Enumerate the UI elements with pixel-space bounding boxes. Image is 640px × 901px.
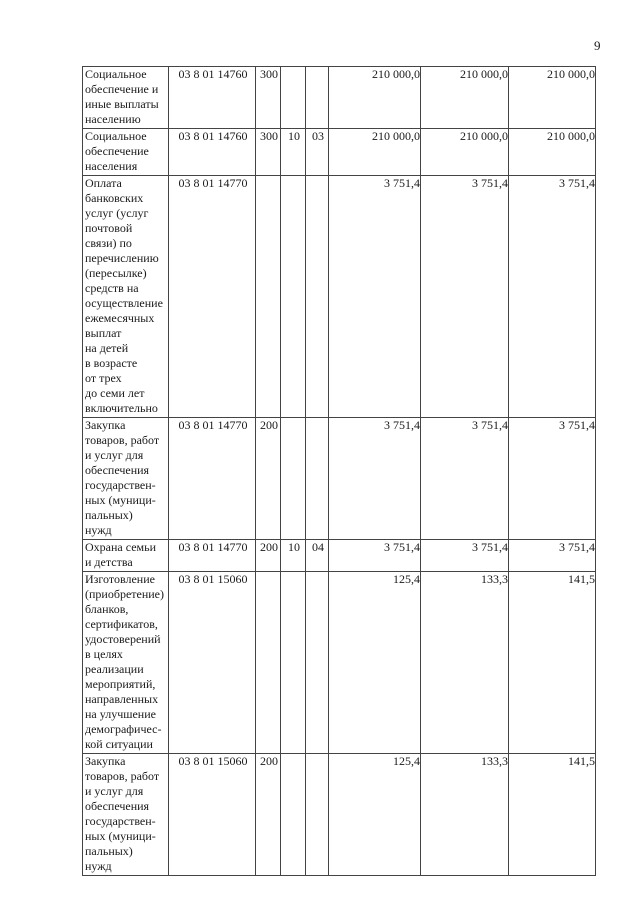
- expense-name-line: товаров, работ: [85, 769, 160, 783]
- expense-name-line: обеспечения: [85, 463, 150, 477]
- amount-year1-cell: 3 751,4: [329, 540, 421, 572]
- expense-name-cell: [83, 129, 169, 176]
- subsection-cell: [306, 754, 329, 876]
- section-cell: 10: [281, 540, 306, 572]
- page-number: 9: [594, 38, 601, 53]
- expense-type-cell: 200: [256, 418, 281, 540]
- expense-name-line: Закупка: [85, 754, 126, 768]
- expense-name-line: и услуг для: [85, 448, 144, 462]
- expense-name-line: осуществление: [85, 296, 163, 310]
- subsection-cell: [306, 572, 329, 754]
- amount-year1-cell: 210 000,0: [329, 67, 421, 129]
- expense-name-line: ных (муници-: [85, 829, 156, 843]
- expense-name-cell: [83, 754, 169, 876]
- section-cell: 10: [281, 129, 306, 176]
- expense-name-line: Изготовление: [85, 572, 155, 586]
- subsection-cell: [306, 418, 329, 540]
- section-cell: [281, 418, 306, 540]
- expense-name-line: услуг (услуг: [85, 206, 149, 220]
- target-article-code-cell: 03 8 01 14760: [169, 129, 256, 176]
- expense-name-line: государствен-: [85, 478, 156, 492]
- expense-type-cell: 200: [256, 754, 281, 876]
- expense-name-cell: [83, 540, 169, 572]
- expense-type-cell: 200: [256, 540, 281, 572]
- expense-name-line: Социальное: [85, 67, 147, 81]
- expense-name-line: реализации: [85, 662, 144, 676]
- amount-year3-cell: 210 000,0: [509, 129, 596, 176]
- expense-name-line: до семи лет: [85, 386, 145, 400]
- table-row: [83, 67, 596, 129]
- expense-name-line: нужд: [85, 523, 112, 537]
- expense-name-line: обеспечения: [85, 799, 150, 813]
- table-row: [83, 540, 596, 572]
- expense-name-line: удостоверений: [85, 632, 161, 646]
- expense-name-line: от трех: [85, 371, 122, 385]
- expense-name-line: включительно: [85, 401, 158, 415]
- expense-name-line: кой ситуации: [85, 737, 153, 751]
- expense-type-cell: 300: [256, 67, 281, 129]
- table-row: [83, 418, 596, 540]
- amount-year1-cell: 3 751,4: [329, 418, 421, 540]
- expense-name-line: населения: [85, 159, 138, 173]
- amount-year2-cell: 3 751,4: [421, 418, 509, 540]
- expense-name-line: (приобретение): [85, 587, 165, 601]
- expense-name-line: мероприятий,: [85, 677, 156, 691]
- expense-name-line: населению: [85, 112, 141, 126]
- expense-type-cell: [256, 176, 281, 418]
- subsection-cell: 03: [306, 129, 329, 176]
- expense-name-line: Закупка: [85, 418, 126, 432]
- amount-year3-cell: 210 000,0: [509, 67, 596, 129]
- amount-year2-cell: 133,3: [421, 754, 509, 876]
- amount-year2-cell: 210 000,0: [421, 129, 509, 176]
- expense-name-cell: [83, 418, 169, 540]
- target-article-code-cell: 03 8 01 14770: [169, 176, 256, 418]
- expense-name-line: и услуг для: [85, 784, 144, 798]
- amount-year2-cell: 210 000,0: [421, 67, 509, 129]
- target-article-code-cell: 03 8 01 14760: [169, 67, 256, 129]
- subsection-cell: [306, 176, 329, 418]
- expense-name-line: демографичес-: [85, 722, 162, 736]
- expense-name-line: почтовой: [85, 221, 133, 235]
- expense-name-line: и детства: [85, 555, 133, 569]
- expense-name-line: Оплата: [85, 176, 122, 190]
- expense-name-line: Охрана семьи: [85, 540, 157, 554]
- subsection-cell: [306, 67, 329, 129]
- expense-name-line: (пересылке): [85, 266, 147, 280]
- expense-name-line: в возрасте: [85, 356, 138, 370]
- expense-type-cell: [256, 572, 281, 754]
- expense-name-line: ежемесячных: [85, 311, 155, 325]
- target-article-code-cell: 03 8 01 15060: [169, 754, 256, 876]
- expense-name-line: связи) по: [85, 236, 132, 250]
- section-cell: [281, 754, 306, 876]
- amount-year1-cell: 125,4: [329, 572, 421, 754]
- expense-name-line: обеспечение и: [85, 82, 159, 96]
- amount-year3-cell: 3 751,4: [509, 176, 596, 418]
- expense-name-line: на улучшение: [85, 707, 156, 721]
- table-row: [83, 754, 596, 876]
- expense-name-line: ных (муници-: [85, 493, 156, 507]
- subsection-cell: 04: [306, 540, 329, 572]
- amount-year2-cell: 3 751,4: [421, 540, 509, 572]
- target-article-code-cell: 03 8 01 14770: [169, 540, 256, 572]
- amount-year1-cell: 210 000,0: [329, 129, 421, 176]
- expense-name-line: обеспечение: [85, 144, 149, 158]
- amount-year3-cell: 141,5: [509, 754, 596, 876]
- expense-name-line: пальных): [85, 844, 133, 858]
- expense-name-line: товаров, работ: [85, 433, 160, 447]
- amount-year3-cell: 3 751,4: [509, 540, 596, 572]
- expense-name-line: государствен-: [85, 814, 156, 828]
- amount-year1-cell: 125,4: [329, 754, 421, 876]
- amount-year1-cell: 3 751,4: [329, 176, 421, 418]
- expense-name-line: пальных): [85, 508, 133, 522]
- target-article-code-cell: 03 8 01 15060: [169, 572, 256, 754]
- table-row: [83, 176, 596, 418]
- expense-name-line: на детей: [85, 341, 129, 355]
- table-row: [83, 129, 596, 176]
- expense-name-line: в целях: [85, 647, 123, 661]
- expense-name-line: Социальное: [85, 129, 147, 143]
- amount-year3-cell: 3 751,4: [509, 418, 596, 540]
- expense-name-line: выплат: [85, 326, 122, 340]
- section-cell: [281, 572, 306, 754]
- expense-type-cell: 300: [256, 129, 281, 176]
- section-cell: [281, 176, 306, 418]
- expense-name-line: бланков,: [85, 602, 129, 616]
- target-article-code-cell: 03 8 01 14770: [169, 418, 256, 540]
- expense-name-cell: [83, 67, 169, 129]
- expense-name-line: нужд: [85, 859, 112, 873]
- amount-year2-cell: 3 751,4: [421, 176, 509, 418]
- expense-name-line: сертификатов,: [85, 617, 158, 631]
- expense-name-line: банковских: [85, 191, 144, 205]
- table-row: [83, 572, 596, 754]
- amount-year3-cell: 141,5: [509, 572, 596, 754]
- table-body: [83, 67, 596, 876]
- expense-name-cell: [83, 572, 169, 754]
- expense-name-line: перечислению: [85, 251, 159, 265]
- budget-table: [82, 66, 596, 876]
- expense-name-line: иные выплаты: [85, 97, 159, 111]
- amount-year2-cell: 133,3: [421, 572, 509, 754]
- expense-name-line: направленных: [85, 692, 159, 706]
- expense-name-cell: [83, 176, 169, 418]
- expense-name-line: средств на: [85, 281, 139, 295]
- section-cell: [281, 67, 306, 129]
